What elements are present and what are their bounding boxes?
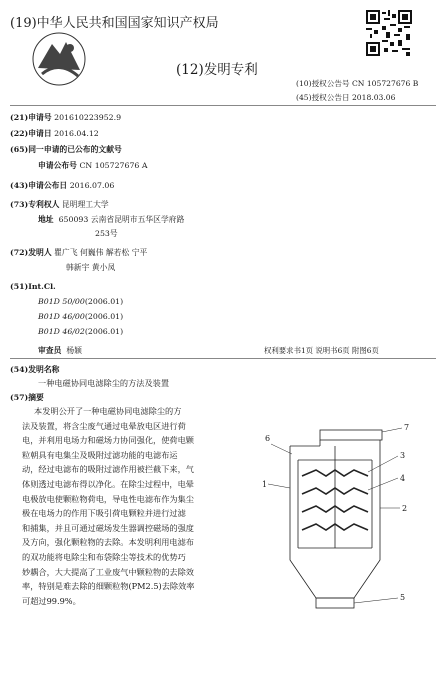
issuing-office: (19)中华人民共和国国家知识产权局 <box>10 16 219 31</box>
label-5: 5 <box>400 593 406 602</box>
inventors: (72)发明人 瞿广飞 何巍伟 解若松 宁平 <box>10 248 148 257</box>
qr-code-icon <box>366 10 412 56</box>
abstract-line: 的双功能将电除尘和布袋除尘等技术的优势巧 <box>22 551 186 562</box>
abstract-line: 电，并利用电场力和磁场力协同强化，使荷电颗 <box>22 435 194 446</box>
inventors-line-2: 韩新宇 黄小凤 <box>66 263 116 272</box>
label-7: 7 <box>404 423 410 432</box>
header-divider <box>10 105 436 106</box>
abstract-line: 及方向，强化颗粒物的去除。本发明利用电滤布 <box>22 537 194 548</box>
ipc-code-1: B01D 50/00(2006.01) <box>38 297 124 306</box>
abstract-line: 妙耦合，大大提高了工业废气中颗粒物的去除效 <box>22 566 194 577</box>
label-6: 6 <box>265 434 271 443</box>
label-4: 4 <box>400 474 406 483</box>
abstract-line: 率，特别是难去除的细颗粒物(PM2.5)去除效率 <box>22 581 195 592</box>
abstract-line: 粒朝具有电集尘及吸附过滤功能的电滤布运 <box>22 449 178 460</box>
publication-date: (43)申请公布日 2016.07.06 <box>10 181 115 190</box>
label-3: 3 <box>400 451 406 460</box>
ipc-code-3: B01D 46/02(2006.01) <box>38 327 124 336</box>
abstract-line: 极在电场力的作用下吸引荷电颗粒并进行过滤 <box>22 508 186 519</box>
application-number: (21)申请号 201610223952.9 <box>10 113 122 122</box>
grant-date: (45)授权公告日 2018.03.06 <box>296 93 396 102</box>
device-drawing <box>262 420 432 625</box>
label-1: 1 <box>262 480 268 489</box>
emblem-icon <box>30 30 88 88</box>
patentee: (73)专利权人 昆明理工大学 <box>10 200 109 209</box>
abstract-line: 可超过99.9%。 <box>22 595 81 606</box>
invention-name-label: (54)发明名称 <box>10 365 60 374</box>
abstract-line: 法及装置，将含尘废气通过电晕放电区进行荷 <box>22 420 186 431</box>
page-counts: 权利要求书1页 说明书6页 附图6页 <box>264 346 379 355</box>
application-date: (22)申请日 2016.04.12 <box>10 129 99 138</box>
abstract-line: 动，经过电滤布的吸附过滤作用被拦截下来，气 <box>22 464 194 475</box>
abstract-line: 和捕集，并且可通过磁场发生器调控磁场的强度 <box>22 522 194 533</box>
abstract-text <box>22 404 237 608</box>
int-cl-label: (51)Int.Cl. <box>10 282 56 291</box>
bib-divider <box>10 358 436 359</box>
address: 地址 650093 云南省昆明市五华区学府路 <box>38 215 185 224</box>
abstract-label: (57)摘要 <box>10 393 44 402</box>
document-type-title: (12)发明专利 <box>176 62 258 78</box>
invention-name: 一种电磁协同电滤除尘的方法及装置 <box>38 378 170 388</box>
abstract-line: 体则透过电滤布得以净化。在除尘过程中，电晕 <box>22 478 194 489</box>
grant-number: (10)授权公告号 CN 105727676 B <box>296 79 419 88</box>
address-line-2: 253号 <box>95 229 118 238</box>
ipc-code-2: B01D 46/00(2006.01) <box>38 312 124 321</box>
abstract-line: 本发明公开了一种电磁协同电滤除尘的方 <box>34 406 182 416</box>
label-2: 2 <box>402 504 408 513</box>
same-application-docs: (65)同一申请的已公布的文献号 <box>10 145 122 154</box>
publication-number: 申请公布号 CN 105727676 A <box>38 161 148 170</box>
abstract-line: 电极放电使颗粒物荷电，导电性电滤布作为集尘 <box>22 493 194 504</box>
side-publication-code <box>0 548 1 614</box>
examiner: 审查员 杨颖 <box>38 346 82 355</box>
